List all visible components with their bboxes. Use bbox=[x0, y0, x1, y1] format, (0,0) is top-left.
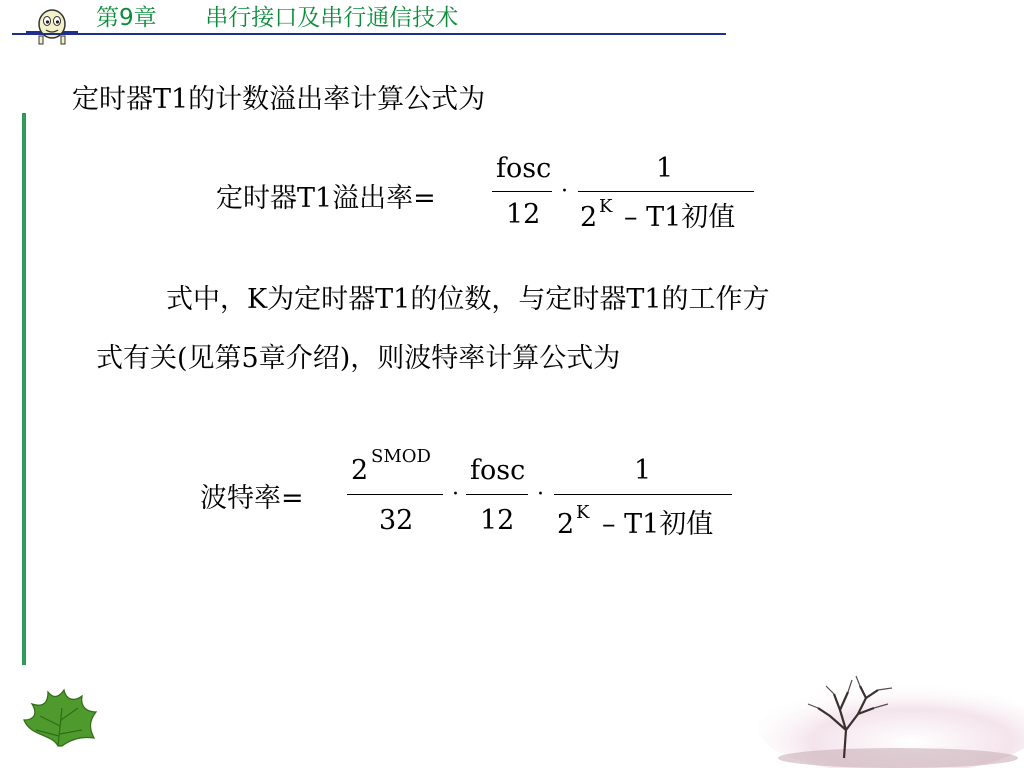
formula2-dot-2: · bbox=[537, 482, 544, 507]
formula2-frac3-den-base: 2 bbox=[557, 509, 575, 540]
formula1-frac2-den-base: 2 bbox=[580, 202, 598, 233]
formula2-frac1-num-base: 2 bbox=[351, 455, 369, 486]
chapter-title bbox=[96, 3, 458, 33]
formula2-frac3-den-rest: – T1初值 bbox=[602, 509, 714, 540]
formula2-frac3-numerator: 1 bbox=[634, 455, 652, 486]
formula1-label: 定时器T1溢出率= bbox=[216, 183, 436, 214]
formula1-frac2-den-exponent: K bbox=[599, 196, 613, 217]
chapter-number: 第9章 bbox=[96, 5, 157, 31]
formula1-frac2-line bbox=[578, 191, 754, 192]
explanation-line-2: 式有关(见第5章介绍)，则波特率计算公式为 bbox=[96, 343, 621, 374]
formula2-frac2-denominator: 12 bbox=[480, 505, 515, 536]
formula2-frac1-num-exponent: SMOD bbox=[371, 446, 431, 467]
formula2-dot-1: · bbox=[452, 482, 459, 507]
chapter-name: 串行接口及串行通信技术 bbox=[205, 5, 459, 31]
formula2-frac2-numerator: fosc bbox=[470, 455, 526, 486]
formula2-frac3-den-exponent: K bbox=[576, 502, 590, 523]
formula1-dot: · bbox=[561, 179, 568, 204]
tree-image bbox=[748, 670, 1024, 768]
left-accent-bar bbox=[22, 113, 26, 665]
formula1-frac1-numerator: fosc bbox=[496, 153, 552, 184]
mascot-face-icon bbox=[26, 7, 78, 45]
leaf-icon bbox=[18, 686, 100, 752]
formula2-frac3-line bbox=[554, 494, 732, 495]
formula2-frac2-line bbox=[466, 494, 528, 495]
header-rule bbox=[12, 33, 726, 35]
intro-text: 定时器T1的计数溢出率计算公式为 bbox=[72, 84, 486, 115]
formula1-frac2-numerator: 1 bbox=[656, 153, 674, 184]
formula2-frac1-denominator: 32 bbox=[379, 505, 414, 536]
formula2-frac1-line bbox=[347, 494, 443, 495]
formula1-frac1-line bbox=[492, 191, 552, 192]
formula1-frac1-denominator: 12 bbox=[506, 199, 541, 230]
explanation-line-1: 式中，K为定时器T1的位数，与定时器T1的工作方 bbox=[166, 284, 770, 315]
formula2-label: 波特率= bbox=[200, 483, 304, 514]
formula1-frac2-den-rest: – T1初值 bbox=[624, 202, 736, 233]
